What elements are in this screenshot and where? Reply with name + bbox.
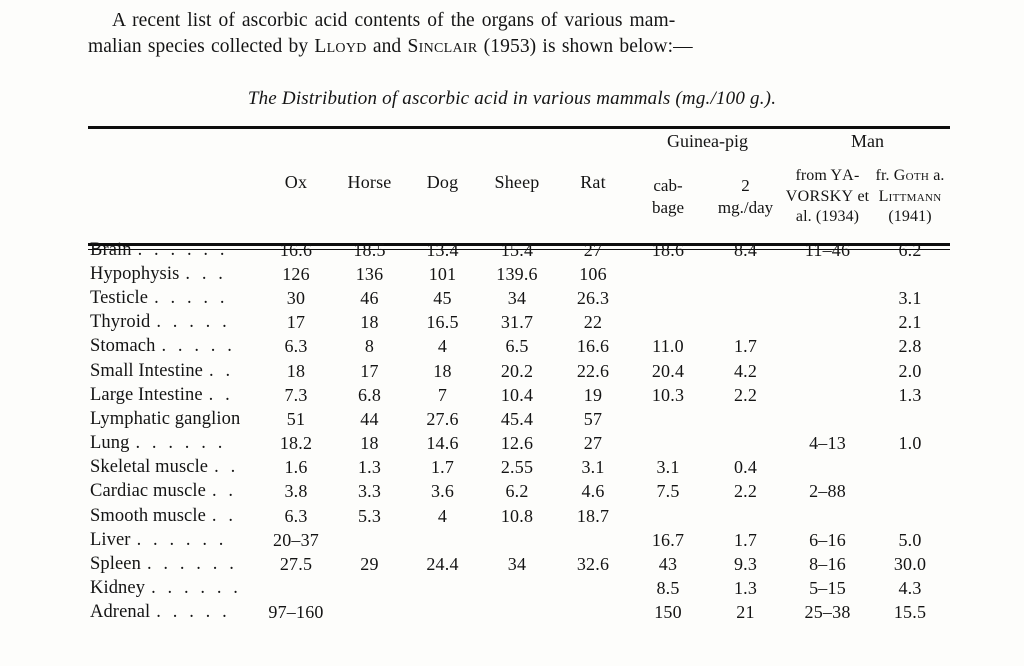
cell-man-yavorsky: 4–13: [809, 433, 846, 454]
leader-dots: . . .: [185, 263, 227, 284]
cell-gp-cabbage: 7.5: [656, 481, 680, 502]
cell-horse: 6.8: [357, 384, 382, 405]
col-header-guinea-pig-cabbage: [630, 156, 706, 238]
cell-gp-2mg: [706, 262, 785, 286]
row-label-organ: [88, 359, 260, 383]
organ-name: Kidney: [90, 578, 146, 599]
leader-dots: . .: [211, 505, 237, 526]
leader-dots: . . . . . .: [151, 578, 242, 599]
organ-name: Adrenal: [90, 602, 151, 623]
cell-sheep: [478, 577, 556, 601]
cell-rat: 27: [583, 433, 603, 454]
row-label-organ: [88, 262, 260, 286]
cell-rat: 19: [583, 384, 603, 405]
cell-horse: 8: [364, 336, 375, 357]
cell-rat: 57: [583, 408, 603, 429]
cell-ox: 17: [286, 312, 306, 333]
cell-sheep: 10.4: [500, 384, 534, 405]
cell-rat: [556, 577, 630, 601]
man-yavorsky-line3: al. (1934): [795, 208, 860, 226]
cell-sheep: 45.4: [500, 408, 534, 429]
cell-man-yavorsky: [785, 359, 870, 383]
col-header-ox: Ox: [284, 171, 308, 192]
cell-horse: [332, 577, 407, 601]
cell-gp-cabbage: 3.1: [656, 457, 680, 478]
row-label-organ: [88, 528, 260, 552]
cell-dog: 4: [437, 336, 448, 357]
cell-dog: 14.6: [426, 433, 459, 454]
table-row: [88, 383, 950, 407]
cell-dog: 7: [437, 384, 448, 405]
cell-gp-cabbage: 18.6: [651, 239, 685, 260]
table-row: [88, 262, 950, 286]
cell-rat: 27: [583, 239, 603, 260]
cell-man-yavorsky: 8–16: [809, 554, 846, 575]
cell-ox: [260, 577, 332, 601]
leader-dots: . . . . . .: [136, 529, 228, 550]
table-row: [88, 311, 950, 335]
intro-line-1: A recent list of ascorbic acid contents of the organs of various mam-: [112, 10, 676, 31]
table-row: [88, 238, 950, 262]
cell-man-yavorsky: 11–46: [804, 239, 851, 260]
cell-man-yavorsky: [785, 407, 870, 431]
col-header-horse: Horse: [347, 171, 392, 192]
cell-sheep: 6.2: [505, 481, 529, 502]
cell-man-yavorsky: [785, 286, 870, 310]
cell-dog: 3.6: [430, 481, 455, 502]
col-header-man-goth: [870, 156, 950, 238]
author-sinclair: Sinclair: [407, 36, 478, 57]
row-label-organ: [88, 238, 260, 262]
organ-name: Smooth muscle: [90, 505, 206, 526]
cell-gp-2mg: 1.7: [733, 336, 758, 357]
col-header-guinea-pig-2mg: [706, 156, 785, 238]
cell-gp-cabbage: [630, 286, 706, 310]
cell-gp-2mg: [706, 504, 785, 528]
cell-man-goth: 15.5: [893, 602, 927, 623]
cell-man-goth: 1.0: [898, 433, 922, 454]
intro-line-2-text-a: malian species collected by: [88, 36, 315, 57]
cell-horse: 18: [360, 312, 379, 333]
table-head: [88, 126, 950, 238]
intro-line-2-text-c: (1953) is shown below:—: [477, 36, 693, 57]
cell-dog: 101: [428, 263, 457, 284]
cell-gp-cabbage: 43: [658, 554, 678, 575]
cell-gp-cabbage: 20.4: [651, 360, 685, 381]
intro-line-2: [88, 34, 950, 60]
cell-sheep: 15.4: [500, 239, 534, 260]
cell-horse: 136: [355, 263, 384, 284]
cell-gp-2mg: 1.3: [733, 578, 758, 599]
table-row: [88, 504, 950, 528]
organ-name: Liver: [90, 529, 131, 550]
cell-ox: 126: [282, 263, 310, 284]
row-label-organ: [88, 480, 260, 504]
col-header-dog: Dog: [426, 171, 459, 192]
cell-gp-2mg: 0.4: [733, 457, 758, 478]
cell-rat: 22.6: [576, 360, 610, 381]
organ-name: Lung: [90, 433, 130, 454]
cell-man-goth: [870, 504, 950, 528]
cell-sheep: 6.5: [505, 336, 529, 357]
table-body: [88, 238, 950, 625]
cell-man-goth: [870, 480, 950, 504]
cell-ox: 7.3: [284, 384, 308, 405]
cell-gp-cabbage: [630, 504, 706, 528]
row-label-organ: [88, 335, 260, 359]
organ-name: Large Intestine: [90, 384, 203, 405]
cell-ox: 97–160: [268, 602, 324, 623]
cell-horse: 18: [360, 433, 379, 454]
cell-rat: 18.7: [576, 505, 610, 526]
gp-cabbage-line1: cab-: [653, 176, 683, 195]
cell-ox: 20–37: [273, 529, 319, 550]
cell-man-goth: 2.0: [898, 360, 922, 381]
cell-dog: [407, 577, 478, 601]
col-header-rat: Rat: [580, 171, 606, 192]
cell-gp-2mg: 1.7: [733, 529, 758, 550]
table-row: [88, 407, 950, 431]
leader-dots: . . . . .: [156, 602, 231, 623]
cell-man-yavorsky: [785, 311, 870, 335]
organ-name: Spleen: [90, 554, 141, 575]
cell-horse: [332, 528, 407, 552]
cell-man-goth: [870, 407, 950, 431]
cell-horse: 1.3: [357, 457, 382, 478]
cell-ox: 6.3: [284, 505, 308, 526]
row-label-organ: [88, 311, 260, 335]
table-row: [88, 432, 950, 456]
cell-gp-cabbage: [630, 311, 706, 335]
row-label-organ: [88, 407, 260, 431]
gp-2mg-line1: 2: [741, 176, 750, 195]
cell-sheep: 34: [507, 287, 527, 308]
table-row: [88, 601, 950, 625]
cell-man-yavorsky: [785, 262, 870, 286]
man-yavorsky-line2: VORSKY et: [785, 187, 870, 205]
cell-sheep: 12.6: [500, 433, 534, 454]
cell-man-yavorsky: [785, 383, 870, 407]
cell-rat: 3.1: [581, 457, 605, 478]
organ-name: Brain: [90, 239, 132, 260]
cell-man-goth: 1.3: [898, 384, 922, 405]
cell-gp-2mg: 21: [736, 602, 755, 623]
cell-gp-cabbage: 11.0: [652, 336, 684, 357]
cell-gp-2mg: 9.3: [733, 554, 758, 575]
data-table-wrapper: [88, 126, 950, 625]
leader-dots: . . . . . .: [137, 239, 229, 260]
cell-man-yavorsky: 5–15: [809, 578, 846, 599]
row-label-organ: [88, 552, 260, 576]
cell-man-goth: 5.0: [898, 529, 922, 550]
leader-dots: . . . . .: [154, 287, 229, 308]
cell-horse: 44: [360, 408, 379, 429]
man-goth-line1: fr. Goth a.: [875, 167, 945, 185]
cell-sheep: [478, 528, 556, 552]
man-yavorsky-line1: from YA-: [795, 167, 860, 185]
cell-horse: 17: [360, 360, 379, 381]
row-label-organ: [88, 286, 260, 310]
table-row: [88, 480, 950, 504]
cell-ox: 30: [286, 287, 306, 308]
leader-dots: . . . . . .: [146, 554, 238, 575]
cell-gp-cabbage: [630, 432, 706, 456]
ascorbic-acid-table: [88, 126, 950, 625]
row-label-organ: [88, 601, 260, 625]
intro-paragraph: [88, 8, 950, 60]
cell-horse: 29: [360, 554, 379, 575]
cell-gp-2mg: [706, 432, 785, 456]
table-caption: The Distribution of ascorbic acid in various mammals (mg./100 g.).: [247, 88, 777, 109]
group-header-man: Man: [851, 130, 885, 151]
cell-ox: 6.3: [284, 336, 308, 357]
cell-man-goth: 2.1: [898, 312, 922, 333]
cell-man-goth: [870, 456, 950, 480]
cell-gp-2mg: 4.2: [733, 360, 758, 381]
corner-cell: [88, 126, 260, 238]
row-label-organ: [88, 383, 260, 407]
cell-sheep: [478, 601, 556, 625]
organ-name: Skeletal muscle: [90, 457, 209, 478]
cell-man-goth: 2.8: [898, 336, 922, 357]
cell-ox: 3.8: [284, 481, 308, 502]
cell-dog: 13.4: [426, 239, 459, 260]
cell-dog: 45: [433, 287, 452, 308]
organ-name: Small Intestine: [90, 360, 203, 381]
cell-dog: 4: [437, 505, 448, 526]
organ-name: Cardiac muscle: [90, 481, 206, 502]
cell-rat: 16.6: [576, 336, 610, 357]
leader-dots: . . . . .: [161, 336, 236, 357]
cell-man-yavorsky: 25–38: [804, 602, 851, 623]
leader-dots: . . . . .: [156, 312, 231, 333]
row-label-organ: [88, 456, 260, 480]
table-row: [88, 552, 950, 576]
cell-rat: 106: [579, 263, 607, 284]
gp-2mg-line2: mg./day: [717, 198, 774, 217]
cell-horse: 46: [360, 287, 379, 308]
cell-man-goth: 6.2: [898, 239, 922, 260]
cell-gp-2mg: [706, 311, 785, 335]
cell-sheep: 20.2: [500, 360, 534, 381]
cell-horse: [332, 601, 407, 625]
cell-rat: 26.3: [576, 287, 610, 308]
cell-ox: 27.5: [279, 554, 313, 575]
organ-name: Stomach: [90, 336, 156, 357]
cell-ox: 16.6: [279, 239, 313, 260]
organ-name: Testicle: [90, 287, 149, 308]
cell-gp-cabbage: 10.3: [651, 384, 685, 405]
cell-sheep: 31.7: [500, 312, 534, 333]
cell-rat: 22: [583, 312, 603, 333]
cell-ox: 1.6: [284, 457, 308, 478]
gp-cabbage-line2: bage: [651, 198, 685, 217]
organ-name: Thyroid: [90, 312, 151, 333]
cell-man-yavorsky: [785, 456, 870, 480]
cell-dog: 27.6: [426, 408, 459, 429]
cell-rat: 4.6: [581, 481, 605, 502]
table-row: [88, 577, 950, 601]
organ-name: Lymphatic ganglion: [90, 408, 241, 429]
intro-line-2-text-b: and: [366, 36, 408, 57]
man-goth-line3: (1941): [888, 208, 932, 226]
table-row: [88, 286, 950, 310]
cell-man-yavorsky: 6–16: [809, 529, 846, 550]
table-row: [88, 335, 950, 359]
cell-man-goth: 3.1: [898, 287, 922, 308]
cell-man-yavorsky: 2–88: [809, 481, 846, 502]
cell-gp-cabbage: 8.5: [656, 578, 680, 599]
cell-dog: 24.4: [426, 554, 459, 575]
row-label-organ: [88, 504, 260, 528]
group-header-row: [88, 126, 950, 156]
table-row: [88, 359, 950, 383]
author-lloyd: Lloyd: [314, 36, 367, 57]
leader-dots: . .: [211, 481, 237, 502]
cell-gp-cabbage: 150: [654, 602, 682, 623]
cell-horse: 18.5: [353, 239, 386, 260]
cell-gp-cabbage: [630, 262, 706, 286]
leader-dots: . .: [209, 360, 234, 381]
cell-horse: 3.3: [357, 481, 382, 502]
col-header-man-yavorsky: [785, 156, 870, 238]
cell-horse: 5.3: [357, 505, 382, 526]
leader-dots: . .: [208, 384, 234, 405]
man-goth-line2: Littmann: [878, 187, 942, 205]
organ-name: Hypophysis: [90, 263, 180, 284]
cell-gp-2mg: 2.2: [733, 481, 758, 502]
cell-rat: [556, 528, 630, 552]
cell-ox: 51: [286, 408, 306, 429]
cell-ox: 18: [286, 360, 306, 381]
cell-man-goth: 30.0: [893, 554, 927, 575]
cell-man-yavorsky: [785, 335, 870, 359]
row-label-organ: [88, 432, 260, 456]
cell-sheep: 10.8: [500, 505, 534, 526]
cell-rat: 32.6: [576, 554, 610, 575]
cell-rat: [556, 601, 630, 625]
cell-dog: [407, 601, 478, 625]
leader-dots: . . . . . .: [135, 433, 226, 454]
cell-gp-2mg: 8.4: [733, 239, 758, 260]
cell-ox: 18.2: [279, 433, 313, 454]
cell-man-goth: [870, 262, 950, 286]
cell-dog: [407, 528, 478, 552]
leader-dots: . .: [214, 457, 239, 478]
group-header-guinea-pig: Guinea-pig: [667, 130, 748, 151]
cell-man-goth: 4.3: [898, 578, 922, 599]
cell-dog: 18: [433, 360, 452, 381]
cell-gp-cabbage: 16.7: [651, 529, 685, 550]
cell-sheep: 2.55: [500, 457, 534, 478]
cell-gp-2mg: 2.2: [733, 384, 758, 405]
cell-dog: 16.5: [426, 312, 459, 333]
cell-gp-cabbage: [630, 407, 706, 431]
col-header-sheep: Sheep: [494, 171, 540, 192]
cell-gp-2mg: [706, 407, 785, 431]
cell-man-yavorsky: [785, 504, 870, 528]
row-label-organ: [88, 577, 260, 601]
cell-sheep: 139.6: [496, 263, 538, 284]
cell-sheep: 34: [507, 554, 527, 575]
table-row: [88, 456, 950, 480]
cell-gp-2mg: [706, 286, 785, 310]
cell-dog: 1.7: [430, 457, 455, 478]
table-row: [88, 528, 950, 552]
